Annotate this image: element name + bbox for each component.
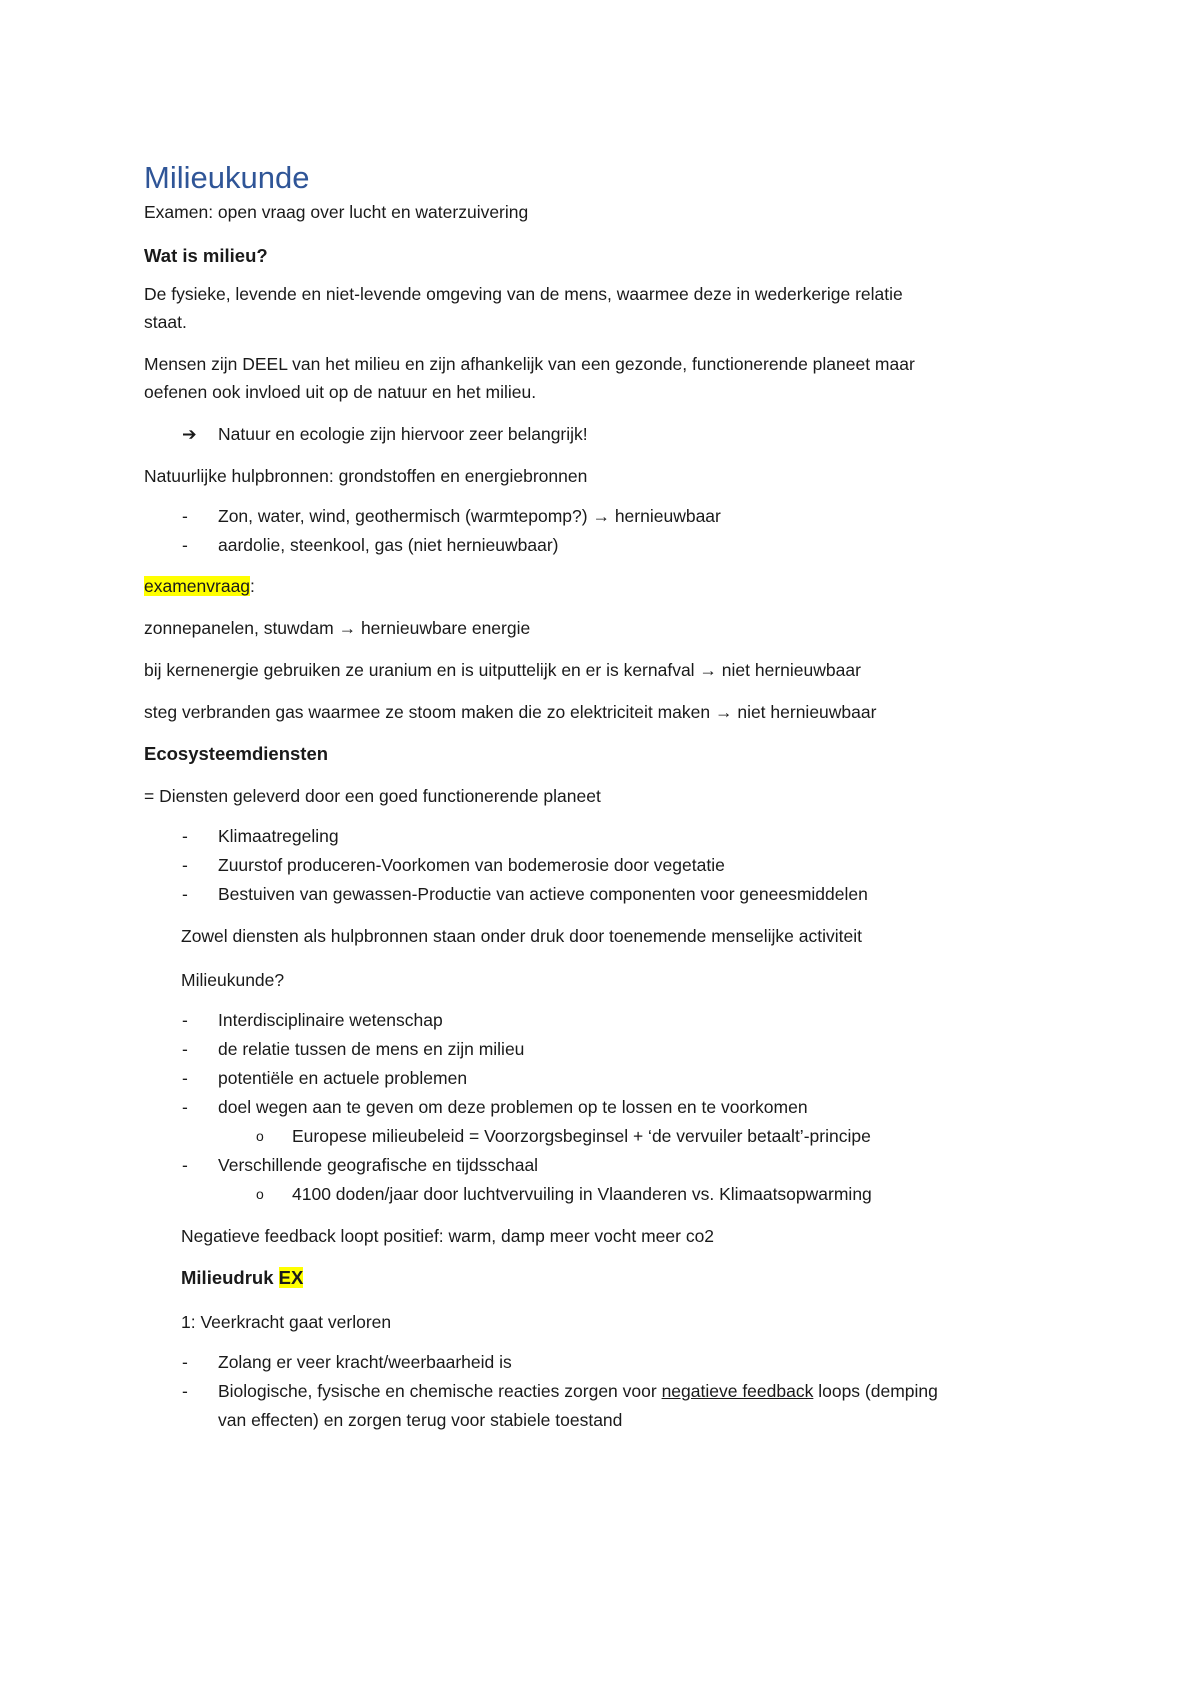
dash-icon: - bbox=[182, 1068, 188, 1088]
paragraph-definition-line1: De fysieke, levende en niet-levende omgeving van de mens, waarmee deze in wederkerige relatie bbox=[144, 284, 903, 304]
list-item: Zolang er veer kracht/weerbaarheid is bbox=[218, 1352, 512, 1372]
arrow-icon: ➔ bbox=[182, 424, 197, 444]
dash-icon: - bbox=[182, 1010, 188, 1030]
heading-wat-is-milieu: Wat is milieu? bbox=[144, 245, 268, 266]
list-item: Zon, water, wind, geothermisch (warmtepomp?) → hernieuwbaar bbox=[218, 506, 721, 526]
example-line: zonnepanelen, stuwdam → hernieuwbare energie bbox=[144, 618, 531, 638]
example-line: bij kernenergie gebruiken ze uranium en is uitputtelijk en er is kernafval → niet hernieuwbaar bbox=[144, 660, 861, 680]
hulpbronnen-intro: Natuurlijke hulpbronnen: grondstoffen en energiebronnen bbox=[144, 466, 588, 486]
dash-icon: - bbox=[182, 1039, 188, 1059]
list-item: Klimaatregeling bbox=[218, 826, 339, 846]
underlined-term: negatieve feedback bbox=[661, 1381, 814, 1401]
eco-definition: = Diensten geleverd door een goed functionerende planeet bbox=[144, 786, 601, 806]
circle-bullet-icon: o bbox=[256, 1128, 264, 1144]
exam-note: Examen: open vraag over lucht en waterzuivering bbox=[144, 202, 529, 222]
paragraph-definition-line2: staat. bbox=[144, 312, 187, 332]
paragraph-mensen-line1: Mensen zijn DEEL van het milieu en zijn afhankelijk van een gezonde, functionerende planeet maar bbox=[144, 354, 915, 374]
list-item: Zuurstof produceren-Voorkomen van bodemerosie door vegetatie bbox=[218, 855, 725, 875]
dash-icon: - bbox=[182, 884, 188, 904]
arrow-note: Natuur en ecologie zijn hiervoor zeer belangrijk! bbox=[218, 424, 588, 444]
veerkracht-line: 1: Veerkracht gaat verloren bbox=[181, 1312, 392, 1332]
ex-highlight: EX bbox=[278, 1267, 304, 1288]
examenvraag-highlight: examenvraag bbox=[144, 576, 251, 596]
dash-icon: - bbox=[182, 826, 188, 846]
heading-milieudruk: Milieudruk EX bbox=[181, 1267, 304, 1288]
list-item: Interdisciplinaire wetenschap bbox=[218, 1010, 443, 1030]
list-item: Biologische, fysische en chemische reacties zorgen voor negatieve feedback loops (demping bbox=[218, 1381, 938, 1401]
sub-list-item: Europese milieubeleid = Voorzorgsbeginsel + ‘de vervuiler betaalt’-principe bbox=[292, 1126, 871, 1146]
heading-ecosysteemdiensten: Ecosysteemdiensten bbox=[144, 743, 329, 764]
paragraph-mensen-line2: oefenen ook invloed uit op de natuur en het milieu. bbox=[144, 382, 537, 402]
milieukunde-question: Milieukunde? bbox=[181, 970, 285, 990]
feedback-paragraph: Negatieve feedback loopt positief: warm, damp meer vocht meer co2 bbox=[181, 1226, 715, 1246]
druk-paragraph: Zowel diensten als hulpbronnen staan onder druk door toenemende menselijke activiteit bbox=[181, 926, 862, 946]
examenvraag-label: examenvraag: bbox=[144, 576, 255, 596]
list-item: potentiële en actuele problemen bbox=[218, 1068, 468, 1088]
dash-icon: - bbox=[182, 1155, 188, 1175]
page-title: Milieukunde bbox=[144, 160, 310, 195]
example-line: steg verbranden gas waarmee ze stoom maken die zo elektriciteit maken → niet hernieuwbaar bbox=[144, 702, 877, 722]
dash-icon: - bbox=[182, 1352, 188, 1372]
list-item: aardolie, steenkool, gas (niet hernieuwbaar) bbox=[218, 535, 559, 555]
list-item: doel wegen aan te geven om deze problemen op te lossen en te voorkomen bbox=[218, 1097, 808, 1117]
dash-icon: - bbox=[182, 1097, 188, 1117]
dash-icon: - bbox=[182, 535, 188, 555]
list-item: Bestuiven van gewassen-Productie van actieve componenten voor geneesmiddelen bbox=[218, 884, 868, 904]
sub-list-item: 4100 doden/jaar door luchtvervuiling in Vlaanderen vs. Klimaatsopwarming bbox=[292, 1184, 872, 1204]
dash-icon: - bbox=[182, 1381, 188, 1401]
dash-icon: - bbox=[182, 855, 188, 875]
list-item: Verschillende geografische en tijdsschaal bbox=[218, 1155, 539, 1175]
list-item-continuation: van effecten) en zorgen terug voor stabiele toestand bbox=[218, 1410, 623, 1430]
circle-bullet-icon: o bbox=[256, 1186, 264, 1202]
list-item: de relatie tussen de mens en zijn milieu bbox=[218, 1039, 525, 1059]
dash-icon: - bbox=[182, 506, 188, 526]
